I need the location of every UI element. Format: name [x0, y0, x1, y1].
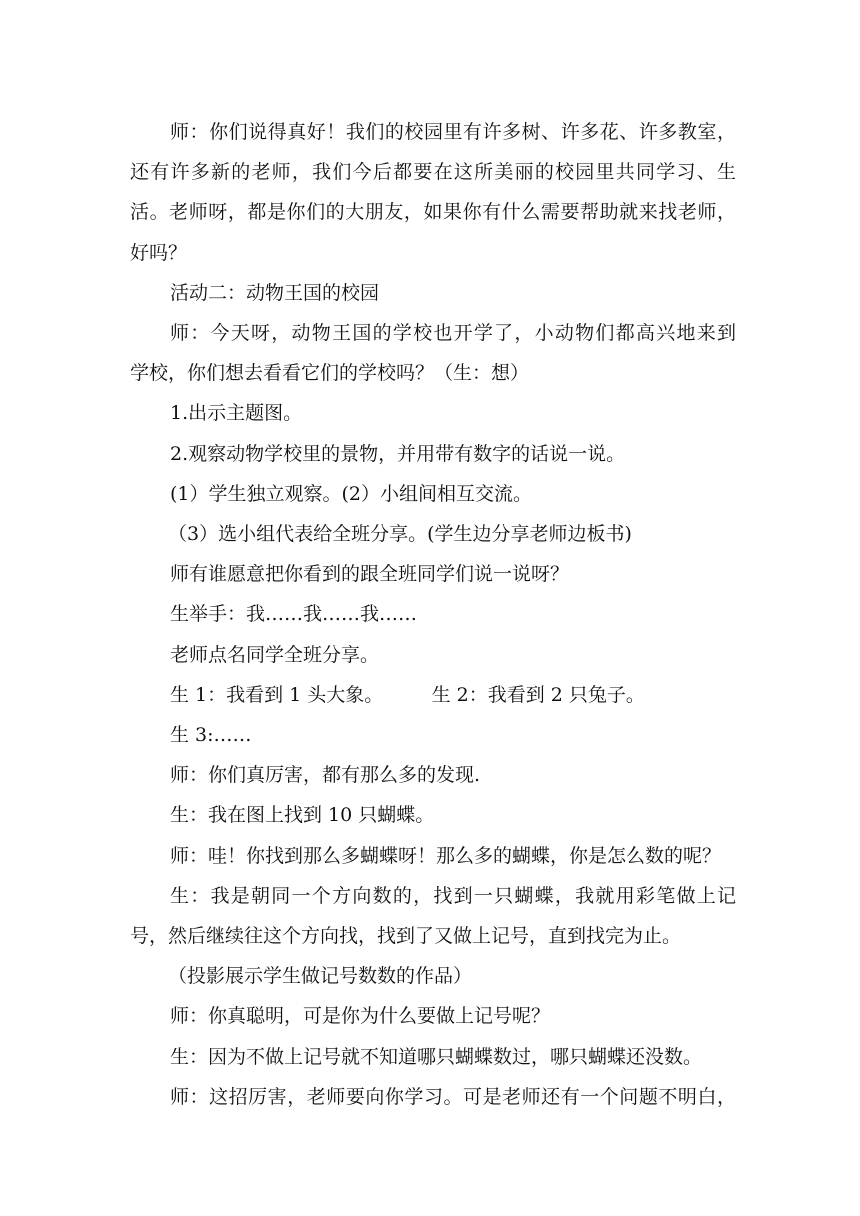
list-item: 1.出示主题图。 — [170, 402, 303, 425]
paragraph-line: 师：你们真厉害，都有那么多的发现. — [170, 764, 481, 787]
paragraph-line: 生 1：我看到 1 头大象。 生 2：我看到 2 只兔子。 — [170, 683, 645, 706]
paragraph-line: 生：因为不做上记号就不知道哪只蝴蝶数过，哪只蝴蝶还没数。 — [170, 1045, 703, 1068]
paragraph-line: 师：今天呀，动物王国的学校也开学了，小动物们都高兴地来到 — [170, 322, 736, 345]
paragraph-line: 还有许多新的老师，我们今后都要在这所美丽的校园里共同学习、生 — [130, 161, 736, 184]
paragraph-line: 师：你们说得真好！我们的校园里有许多树、许多花、许多教室， — [170, 121, 736, 143]
document-body — [130, 112, 736, 1117]
list-item: 2.观察动物学校里的景物，并用带有数字的话说一说。 — [170, 442, 626, 465]
paragraph-line: 老师点名同学全班分享。 — [170, 643, 380, 666]
paragraph-line: 生：我在图上找到 10 只蝴蝶。 — [170, 804, 435, 827]
paragraph-line: 师有谁愿意把你看到的跟全班同学们说一说呀？ — [170, 563, 570, 586]
paragraph-line: 生 3:…… — [170, 724, 252, 747]
paragraph-line: 好吗？ — [130, 241, 188, 264]
paragraph-line: 生：我是朝同一个方向数的，找到一只蝴蝶，我就用彩笔做上记 — [170, 884, 736, 907]
paragraph-line: 活。老师呀，都是你们的大朋友，如果你有什么需要帮助就来找老师， — [130, 201, 736, 224]
section-heading: 活动二：动物王国的校园 — [170, 281, 380, 304]
paragraph-line: （投影展示学生做记号数数的作品） — [168, 965, 473, 988]
list-item: (1）学生独立观察。(2）小组间相互交流。 — [170, 482, 533, 505]
paragraph-line: 号，然后继续往这个方向找，找到了又做上记号，直到找完为止。 — [130, 925, 682, 948]
paragraph-line: 师：哇！你找到那么多蝴蝶呀！那么多的蝴蝶，你是怎么数的呢？ — [170, 844, 722, 867]
paragraph-line: 学校，你们想去看看它们的学校吗？（生：想） — [130, 362, 530, 385]
list-item: （3）选小组代表给全班分享。(学生边分享老师边板书) — [168, 523, 632, 546]
paragraph-line: 生举手：我……我……我…… — [170, 603, 418, 626]
paragraph-line: 师：这招厉害，老师要向你学习。可是老师还有一个问题不明白， — [170, 1085, 736, 1108]
paragraph-line: 师：你真聪明，可是你为什么要做上记号呢？ — [170, 1005, 551, 1028]
